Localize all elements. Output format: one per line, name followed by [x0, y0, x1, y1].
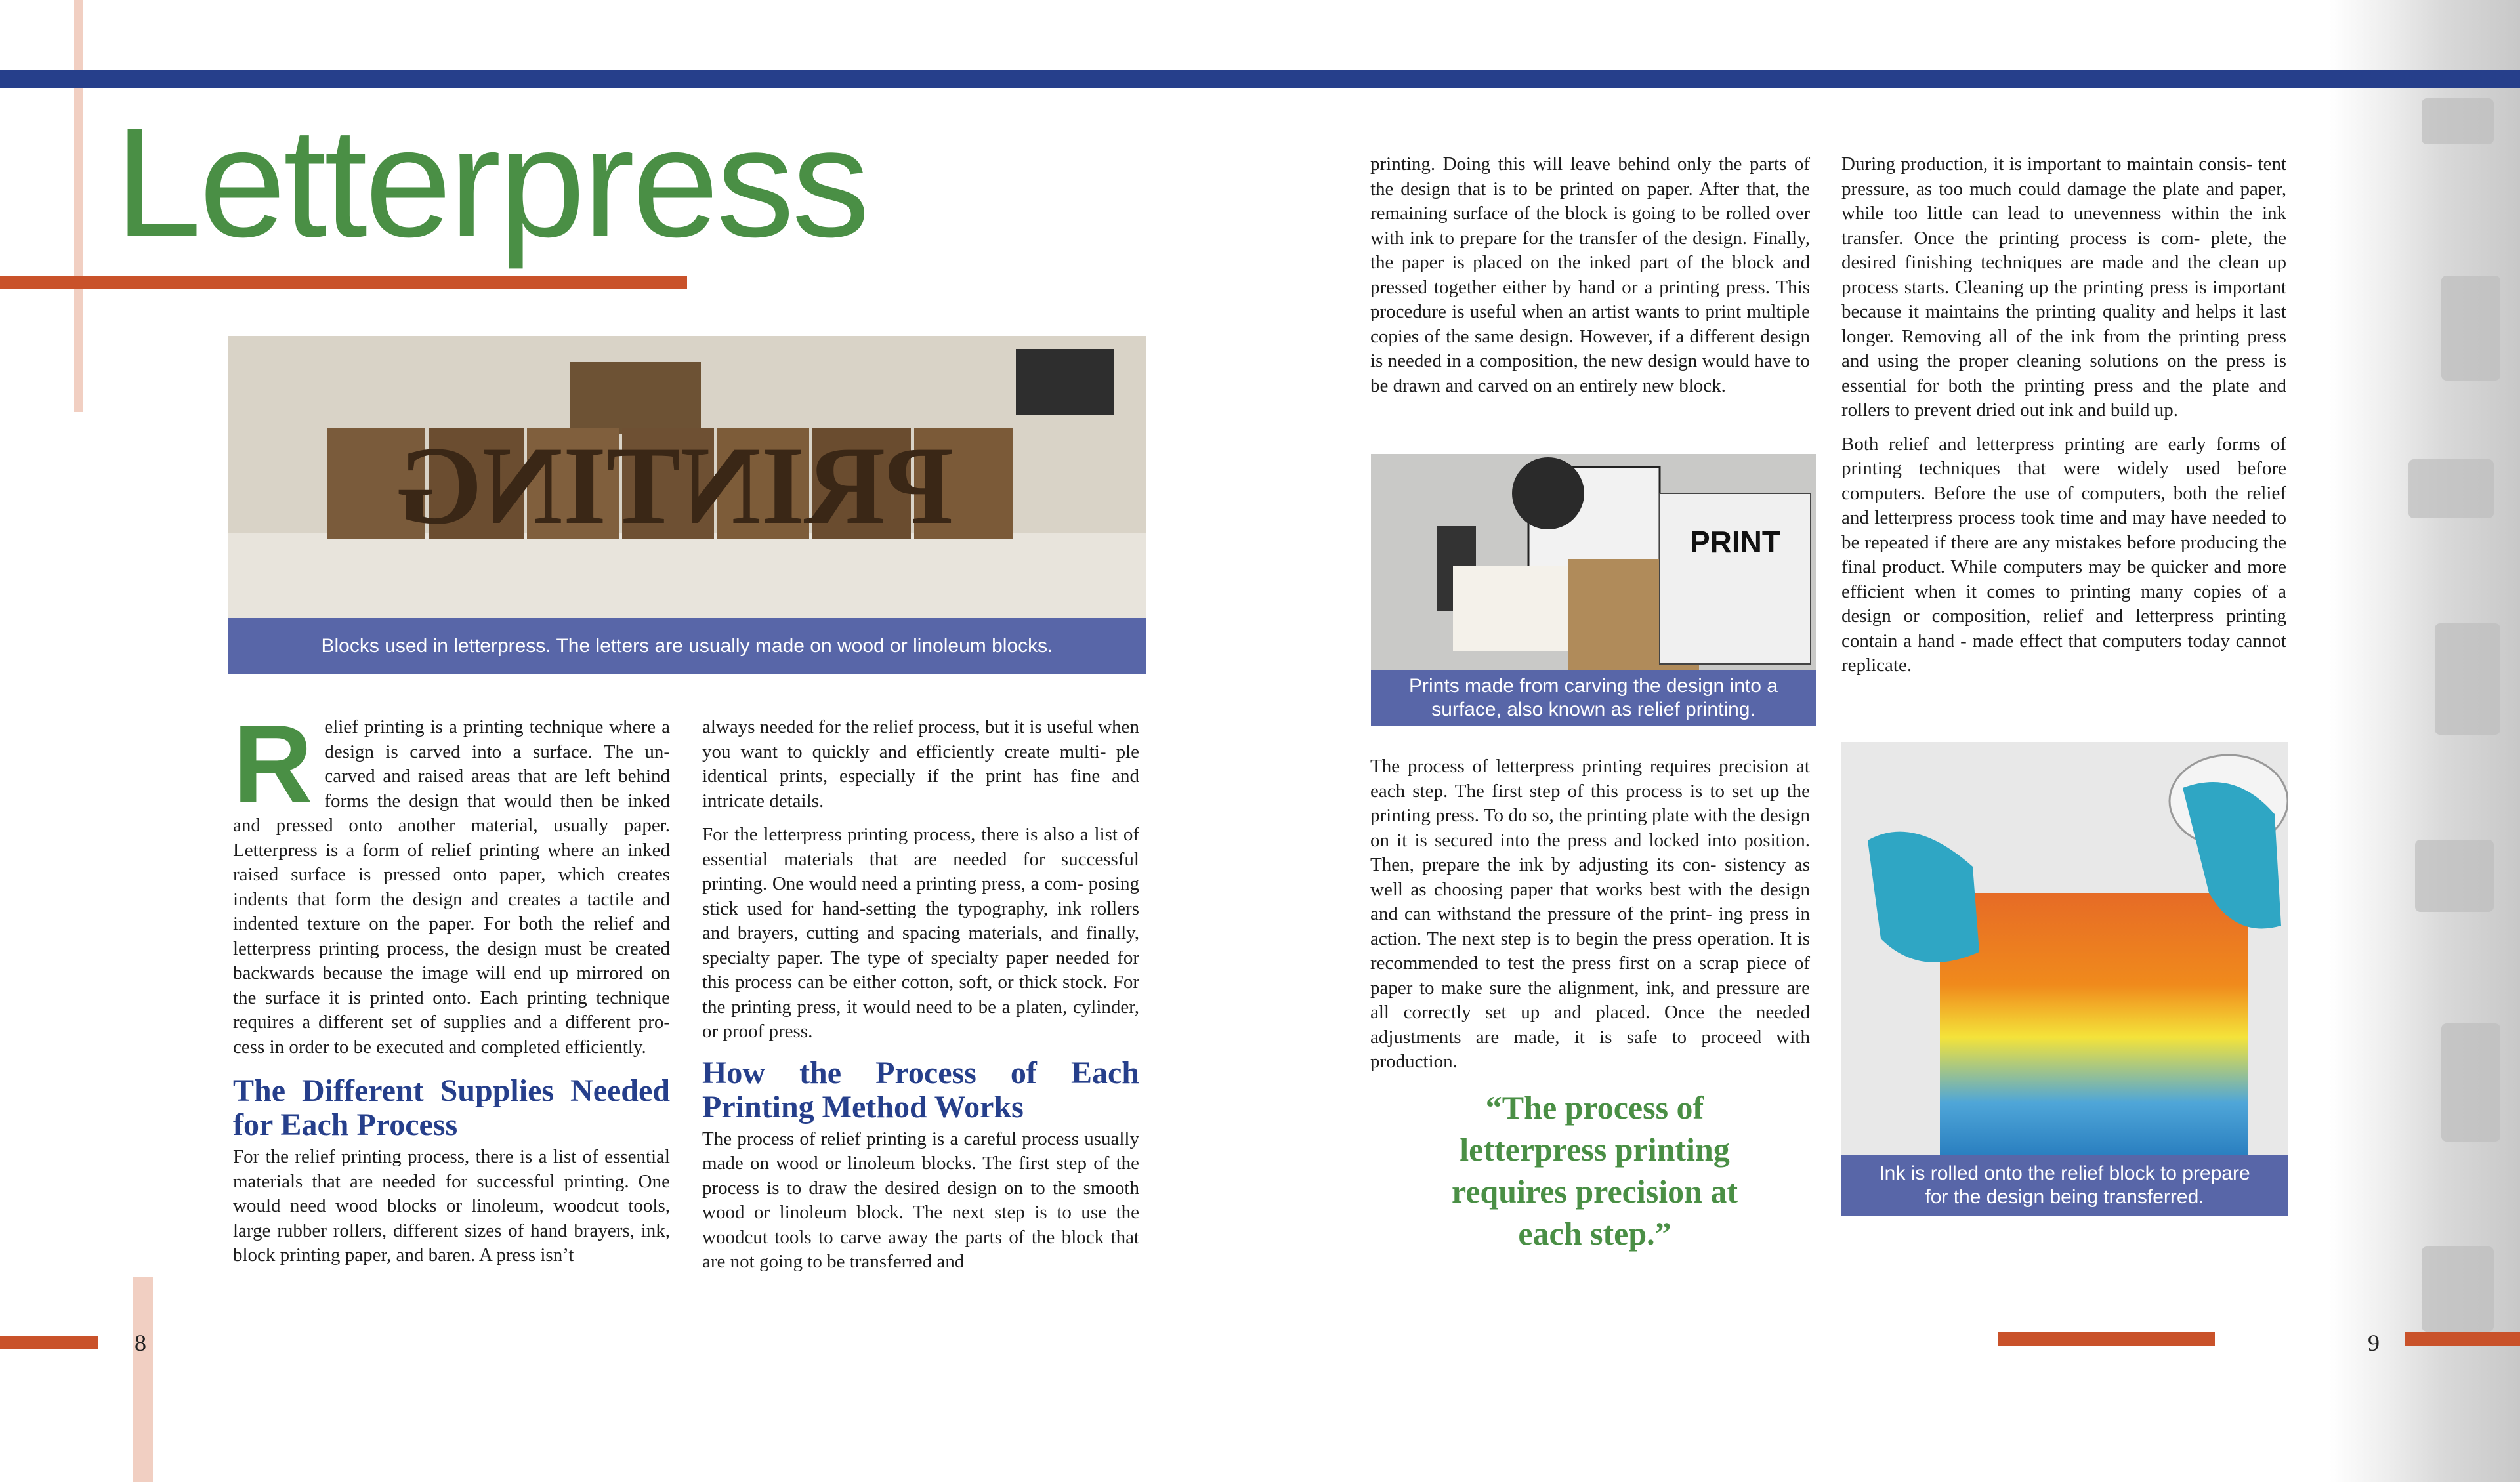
print-word: PRINT: [1690, 525, 1780, 559]
left-footer-orange-rule: [0, 1336, 98, 1349]
blocks-photo-svg: [228, 336, 1146, 618]
relief-process-paragraph: The process of relief printing is a careful process usually made on wood or linoleum blocks. The first step of the process is to draw the desired design on to the smooth wood or linoleum block. The next step is to use the woodcut tools to carve away the parts of the block that are not going to be transferred and: [702, 1128, 1139, 1272]
relief-continuation-paragraph: printing. Doing this will leave behind only the parts of the design that is to be printed on paper. After that, the remaining surface of the block is going to be rolled over with ink to prepare for the transfer of the design. Finally, the paper is placed on the inked part of the block and pressed together either by hand or a printing press. This procedure is useful when an artist wants to print multiple copies of the same design. However, if a different design is needed in a composition, the new design would have to be drawn and carved on an entirely new block.: [1370, 154, 1810, 396]
page-number-right: 9: [2368, 1330, 2380, 1356]
intro-paragraph: [233, 702, 670, 1060]
right-column-2: [1841, 152, 2286, 688]
blocks-caption: Blocks used in letterpress. The letters are usually made on wood or linoleum blocks.: [228, 618, 1146, 674]
right-footer-orange-rule-b: [2405, 1332, 2520, 1346]
supplies-paragraph: For the relief printing process, there is a list of essential materials that are needed for successful printing. One would need wood blocks or linoleum, woodcut tools, large rubber rollers, different sizes of hand brayers, ink, block printing paper, and baren. A press isn’t: [233, 1146, 670, 1266]
quote-line: each step.”: [1518, 1215, 1671, 1252]
inking-photo: [1841, 742, 2288, 1155]
ink-caption-line1: Ink is rolled onto the relief block to prepare: [1879, 1163, 2250, 1184]
right-footer-orange-rule-a: [1998, 1332, 2215, 1346]
decorative-letter-texture: [2330, 0, 2520, 1482]
print-tools-svg: [1371, 454, 1816, 670]
texture-block: [2415, 840, 2494, 912]
process-heading: How the Process of Each Printing Method Works: [702, 1055, 1139, 1124]
supplies-heading: The Different Supplies Needed for Each Process: [233, 1073, 670, 1142]
texture-block: [2435, 623, 2500, 735]
pink-vertical-bar-bottom: [133, 1277, 153, 1482]
ink-caption-line2: for the design being transferred.: [1925, 1186, 2204, 1208]
texture-block: [2408, 459, 2494, 518]
page-number-left: 8: [135, 1330, 146, 1356]
letter-texture-svg: [2330, 0, 2520, 1482]
texture-block: [2441, 276, 2500, 381]
ink-tin: [1512, 457, 1584, 529]
inking-svg: [1841, 742, 2288, 1155]
ink-roller: [1016, 349, 1114, 415]
letterpress-blocks-photo: [228, 336, 1146, 618]
title-orange-rule: [0, 276, 687, 289]
print-tools-photo: [1371, 454, 1816, 670]
letterpress-process-paragraph: The process of letterpress printing requires precision at each step. The first step of this process is to set up the printing press. To do so, the printing plate with the design on it is secured into the press and locked into position. Then, prepare the ink by adjusting its con- sistency as well as choosing paper that works best with the design and can withstand the pressure of the print- ing press in action. The next step is to begin the press operation. It is recommended to test the press first on a scrap piece of paper to make sure the alignment, ink, and pressure are all correctly set up and placed. Once the needed adjustments are made, it is safe to proceed with production.: [1370, 756, 1810, 1072]
print-sheet: [1660, 493, 1811, 664]
mirrored-block-letters: PRINTING: [395, 424, 954, 547]
production-paragraph: During production, it is important to maintain consis- tent pressure, as too much could damage the plate and paper, while too little can lead to unevenness within the ink transfer. Once the printing process is com- plete, the desired finishing techniques are made and the clean up process starts. Cleaning up the printing press is important because it maintains the printing quality and helps it last longer. Removing all of the ink from the printing press and using the proper cleaning solutions on the press is essential for both the printing press and the plate and rollers to prevent dried out ink and build up.: [1841, 154, 2286, 421]
quote-line: requires precision at: [1451, 1173, 1738, 1210]
left-column-2: [702, 715, 1139, 1284]
texture-block: [2422, 1246, 2494, 1332]
prints-caption-line2: surface, also known as relief printing.: [1431, 699, 1755, 720]
relief-press-paragraph: always needed for the relief process, but it is useful when you want to quickly and efficiently create multi- ple identical prints, especially if the print has fine and intricate details.: [702, 716, 1139, 812]
texture-block: [2422, 98, 2494, 144]
prints-caption-line1: Prints made from carving the design into a: [1409, 675, 1778, 697]
texture-block: [2441, 1023, 2500, 1142]
left-column-1: [233, 702, 670, 1277]
prints-caption: [1371, 670, 1816, 726]
pull-quote: [1372, 1086, 1818, 1254]
ink-caption: [1841, 1155, 2288, 1216]
conclusion-paragraph: Both relief and letterpress printing are early forms of printing techniques that were widely used before computers. Before the use of computers, both the relief and letterpress process took time and may have needed to be repeated if there are any mistakes before producing the final product. While computers may be quicker and more efficient when it comes to printing many copies of a design or composition, relief and letterpress printing contain a hand - made effect that computers today cannot replicate.: [1841, 433, 2286, 676]
top-blue-rule: [0, 70, 2520, 88]
pink-vertical-bar-top: [74, 0, 83, 412]
quote-line: “The process of: [1485, 1089, 1704, 1126]
drop-cap: R: [233, 702, 313, 825]
letterpress-materials-paragraph: For the letterpress printing process, there is also a list of essential materials that are needed for successful printing. One would need a printing press, a com- posing stick used for hand-setting the typography, ink rollers and brayers, cutting and spacing materials, and finally, specialty paper. The type of specialty paper needed for this process can be either cotton, soft, or thick stock. For the printing press, it would need to be a platen, cylinder, or proof press.: [702, 824, 1139, 1042]
right-column-1-bottom: [1370, 754, 1810, 1084]
page-title: Letterpress: [115, 96, 868, 270]
right-column-1-top: [1370, 152, 1810, 407]
quote-line: letterpress printing: [1460, 1131, 1730, 1168]
inked-relief-block: [1940, 893, 2248, 1155]
intro-text: elief printing is a printing technique where a design is carved into a surface. The un- carved and raised areas that are left behind forms the design that would then be inked and pressed onto another material, usually paper. Letterpress is a form of relief printing where an inked raised surface is pressed onto paper, which creates indents that form the design and creates a tactile and indented texture on the paper. For both the relief and letterpress printing process, the design must be created backwards because the image will end up mirrored on the surface it is printed onto. Each printing technique requires a different set of supplies and a different pro- cess in order to be executed and completed efficiently.: [233, 716, 670, 1058]
